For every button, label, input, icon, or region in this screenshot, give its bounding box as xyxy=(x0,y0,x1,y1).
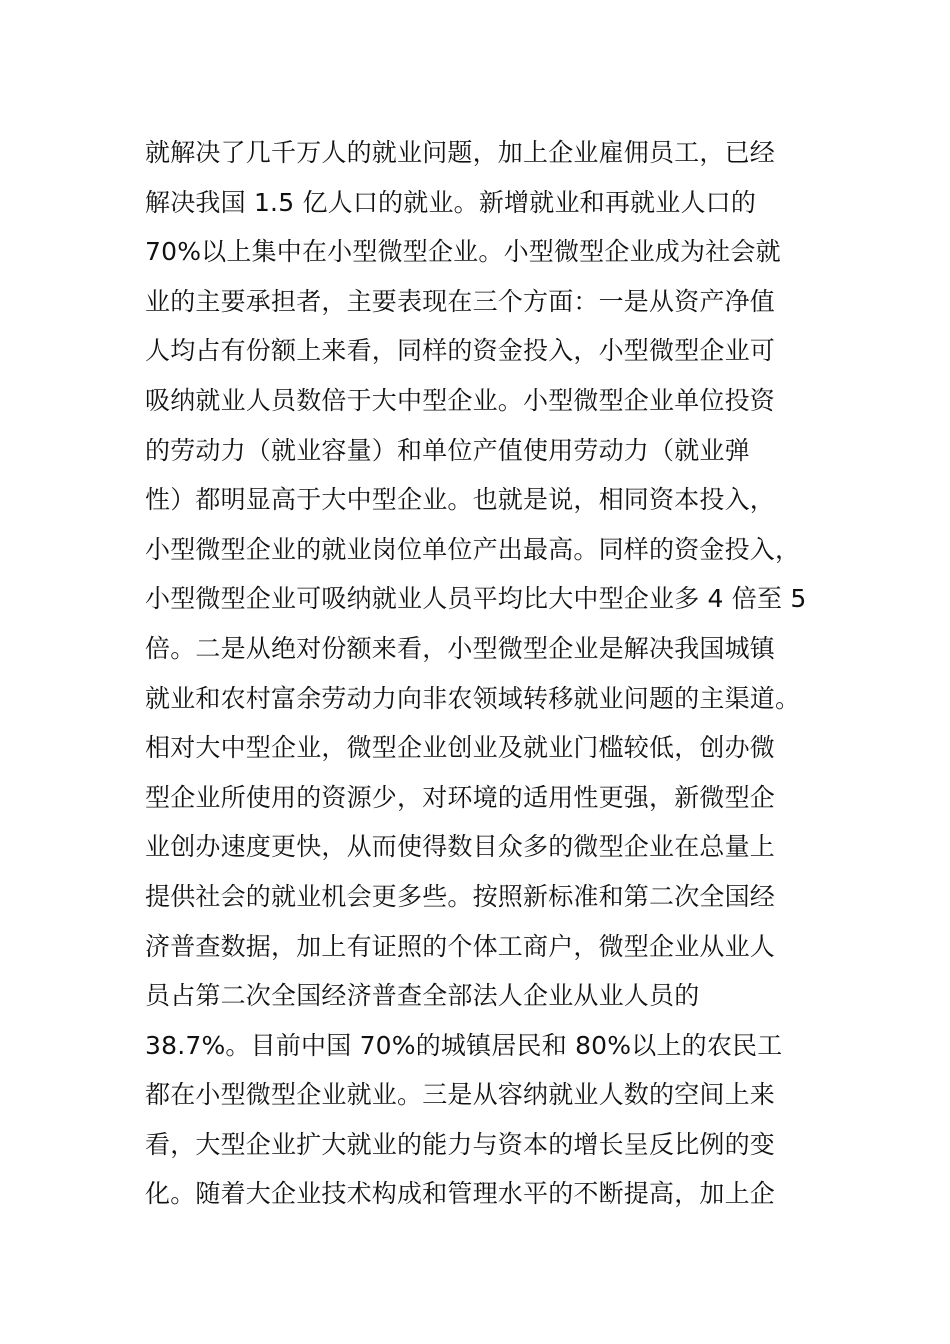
text-line: 化。随着大企业技术构成和管理水平的不断提高，加上企 xyxy=(145,1179,776,1209)
text-line: 济普查数据，加上有证照的个体工商户，微型企业从业人 xyxy=(145,931,776,961)
text-line: 业的主要承担者，主要表现在三个方面：一是从资产净值 xyxy=(145,286,776,316)
text-line: 解决我国 1.5 亿人口的就业。新增就业和再就业人口的 xyxy=(145,187,757,217)
text-line: 都在小型微型企业就业。三是从容纳就业人数的空间上来 xyxy=(145,1080,776,1110)
text-line: 员占第二次全国经济普查全部法人企业从业人员的 xyxy=(145,981,700,1011)
body-text xyxy=(145,128,825,1219)
text-line: 相对大中型企业，微型企业创业及就业门槛较低，创办微 xyxy=(145,733,776,763)
text-line: 型企业所使用的资源少，对环境的适用性更强，新微型企 xyxy=(145,782,776,812)
text-line: 性）都明显高于大中型企业。也就是说，相同资本投入， xyxy=(145,485,776,515)
text-line: 就解决了几千万人的就业问题，加上企业雇佣员工，已经 xyxy=(145,138,776,167)
text-line: 人均占有份额上来看，同样的资金投入，小型微型企业可 xyxy=(145,336,776,366)
text-line: 38.7%。目前中国 70%的城镇居民和 80%以上的农民工 xyxy=(145,1030,783,1060)
text-line: 小型微型企业可吸纳就业人员平均比大中型企业多 4 倍至 5 xyxy=(145,584,807,614)
text-line: 业创办速度更快，从而使得数目众多的微型企业在总量上 xyxy=(145,832,776,862)
text-line: 吸纳就业人员数倍于大中型企业。小型微型企业单位投资 xyxy=(145,385,776,415)
text-line: 倍。二是从绝对份额来看，小型微型企业是解决我国城镇 xyxy=(145,633,776,663)
text-line: 提供社会的就业机会更多些。按照新标准和第二次全国经 xyxy=(145,881,776,911)
text-line: 看，大型企业扩大就业的能力与资本的增长呈反比例的变 xyxy=(145,1129,776,1159)
text-line: 70%以上集中在小型微型企业。小型微型企业成为社会就 xyxy=(145,237,781,267)
text-line: 小型微型企业的就业岗位单位产出最高。同样的资金投入， xyxy=(145,534,801,564)
text-line: 就业和农村富余劳动力向非农领域转移就业问题的主渠道。 xyxy=(145,683,801,713)
text-line: 的劳动力（就业容量）和单位产值使用劳动力（就业弹 xyxy=(145,435,750,465)
